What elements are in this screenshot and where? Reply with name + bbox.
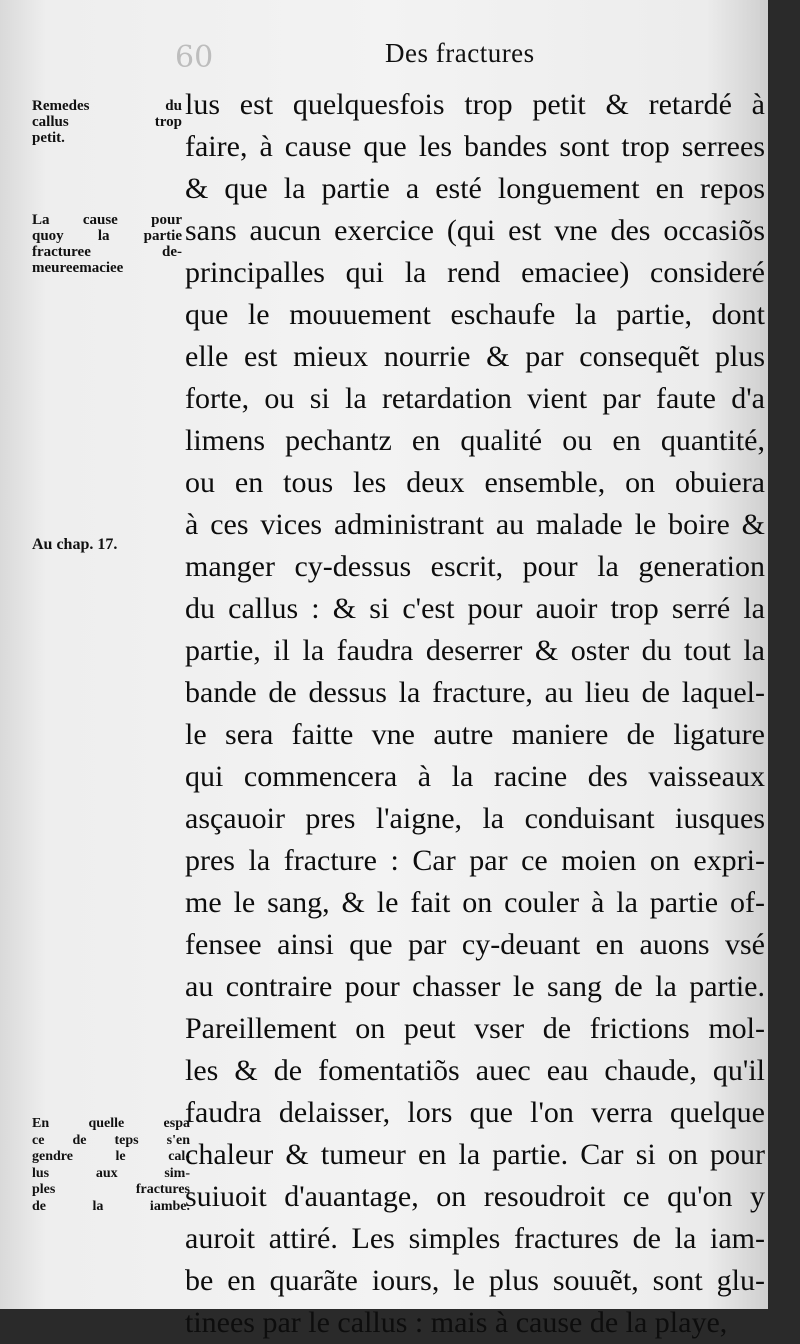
text-line: suiuoit d'auantage, on resoudroit ce qu'on y	[185, 1180, 765, 1213]
body-text	[185, 84, 765, 1344]
text-line: forte, ou si la retardation vient par faute d'a	[185, 382, 765, 415]
page-number: 60	[175, 40, 214, 75]
margin-note-line: La cause pour	[32, 212, 182, 228]
margin-note-chapter-ref: Au chap. 17.	[32, 536, 118, 553]
margin-note-espace	[32, 1116, 190, 1215]
margin-note-line: de la iambe.	[32, 1198, 190, 1214]
text-line: elle est mieux nourrie & par consequẽt plus	[185, 340, 765, 373]
text-line: manger cy-dessus escrit, pour la generation	[185, 550, 765, 583]
text-line: pres la fracture : Car par ce moien on expri-	[185, 844, 765, 877]
text-line: les & de fomentatiõs auec eau chaude, qu'il	[185, 1054, 765, 1087]
margin-note-remedes	[32, 98, 182, 146]
margin-note-line: ples fractures	[32, 1182, 190, 1197]
text-line: lus est quelquesfois trop petit & retardé à	[185, 88, 765, 121]
text-line: be en quarãte iours, le plus souuẽt, sont glu-	[185, 1264, 765, 1297]
margin-note-line: callus trop	[32, 114, 182, 130]
text-line: à ces vices administrant au malade le boire &	[185, 508, 765, 541]
text-line: partie, il la faudra deserrer & oster du tout la	[185, 634, 765, 667]
text-line: ou en tous les deux ensemble, on obuiera	[185, 466, 765, 499]
text-line: & que la partie a esté longuement en repos	[185, 172, 765, 205]
text-line: que le mouuement eschaufe la partie, dont	[185, 298, 765, 331]
margin-note-line: lus aux sim-	[32, 1165, 190, 1181]
text-line: asçauoir pres l'aigne, la conduisant iusques	[185, 802, 765, 835]
text-line: bande de dessus la fracture, au lieu de laquel-	[185, 676, 765, 709]
text-line: Pareillement on peut vser de frictions mol-	[185, 1012, 765, 1045]
text-line: me le sang, & le fait on couler à la partie of-	[185, 886, 765, 919]
margin-note-line: fracturee de-	[32, 244, 182, 260]
text-line: chaleur & tumeur en la partie. Car si on pour	[185, 1138, 765, 1171]
text-line: le sera faitte vne autre maniere de ligature	[185, 718, 765, 751]
margin-note-line: gendre le cal-	[32, 1149, 190, 1164]
running-title: Des fractures	[385, 38, 535, 68]
text-line: principalles qui la rend emaciee) consideré	[185, 256, 765, 289]
margin-note-line: meureemaciee	[32, 260, 124, 276]
margin-note-line: Remedes du	[32, 98, 182, 114]
text-line: au contraire pour chasser le sang de la partie.	[185, 970, 765, 1003]
margin-note-line: En quelle espa	[32, 1116, 190, 1131]
text-line: auroit attiré. Les simples fractures de la iam-	[185, 1222, 765, 1255]
text-line: du callus : & si c'est pour auoir trop serré la	[185, 592, 765, 625]
text-line: limens pechantz en qualité ou en quantité,	[185, 424, 765, 457]
margin-note-line: ce de teps s'en	[32, 1132, 190, 1148]
margin-note-line: petit.	[32, 130, 65, 146]
margin-note-cause	[32, 212, 182, 276]
margin-note-line: quoy la partie	[32, 228, 182, 244]
text-line: qui commencera à la racine des vaisseaux	[185, 760, 765, 793]
text-line: faire, à cause que les bandes sont trop serrees	[185, 130, 765, 163]
text-line: fensee ainsi que par cy-deuant en auons vsé	[185, 928, 765, 961]
text-line: tinees par le callus : mais à cause de la playe,	[185, 1306, 728, 1339]
text-line: sans aucun exercice (qui est vne des occasiõs	[185, 214, 765, 247]
text-line: faudra delaisser, lors que l'on verra quelque	[185, 1096, 765, 1129]
